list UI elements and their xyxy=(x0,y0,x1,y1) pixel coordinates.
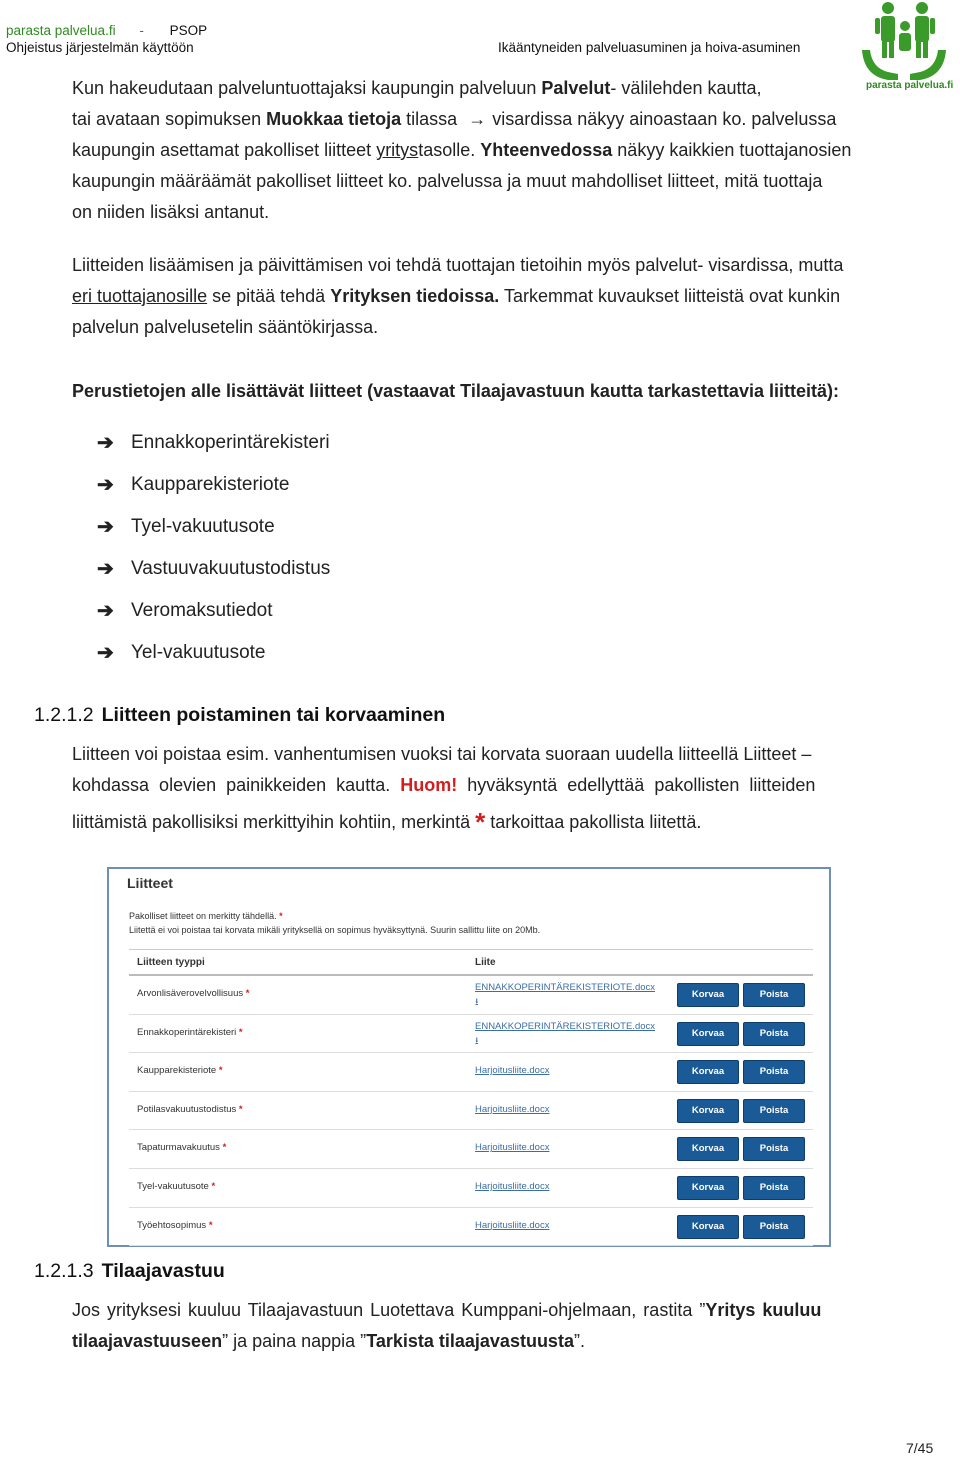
delete-button[interactable]: Poista xyxy=(743,983,805,1007)
attachment-file-link[interactable]: ENNAKKOPERINTÄREKISTERIOTE.docx xyxy=(475,1020,656,1032)
update-line-2: eri tuottajanosille se pitää tehdä Yrityksen tiedoissa. Tarkemmat kuvaukset liitteistä ovat kunkin xyxy=(72,286,841,306)
attachment-type: Työehtosopimus * xyxy=(137,1219,213,1231)
arrow-right-icon: ➔ xyxy=(97,642,114,664)
header-separator: - xyxy=(139,23,144,38)
header-section: Ikääntyneiden palveluasuminen ja hoiva-asuminen xyxy=(498,40,801,55)
delete-button[interactable]: Poista xyxy=(743,1099,805,1123)
replace-button[interactable]: Korvaa xyxy=(677,1137,739,1161)
table-row xyxy=(129,976,813,1015)
arrow-right-icon: ➔ xyxy=(97,432,114,454)
subscriber-line-2: tilaajavastuuseen” ja paina nappia ”Tarkista tilaajavastuusta”. xyxy=(72,1331,585,1351)
delete-button[interactable]: Poista xyxy=(743,1215,805,1239)
arrow-right-icon: ➔ xyxy=(97,558,114,580)
remove-line-1: Liitteen voi poistaa esim. vanhentumisen vuoksi tai korvata suoraan uudella liitteellä Liitteet – xyxy=(72,744,812,764)
header-subtitle: Ohjeistus järjestelmän käyttöön xyxy=(6,40,194,55)
attachment-file-link[interactable]: Harjoitusliite.docx xyxy=(475,1103,550,1115)
attachment-type: Kaupparekisteriote * xyxy=(137,1065,223,1077)
attachment-file-link[interactable]: Harjoitusliite.docx xyxy=(475,1219,550,1231)
download-icon[interactable]: ⭳ xyxy=(475,1035,479,1047)
attachments-list-heading: Perustietojen alle lisättävät liitteet (vastaavat Tilaajavastuun kautta tarkastettavia liitteitä): xyxy=(72,381,839,401)
attachment-type: Tapaturmavakuutus * xyxy=(137,1142,227,1154)
table-row xyxy=(129,1130,813,1169)
section-heading-subscriber: 1.2.1.3 Tilaajavastuu xyxy=(34,1260,225,1282)
arrow-right-icon: ➔ xyxy=(97,600,114,622)
intro-line-1: Kun hakeudutaan palveluntuottajaksi kaupungin palveluun Palvelut- välilehden kautta, xyxy=(72,78,762,98)
size-note: Liitettä ei voi poistaa tai korvata mikäli yrityksellä on sopimus hyväksyttynä. Suurin sallittu liite on 20Mb. xyxy=(129,925,541,935)
replace-button[interactable]: Korvaa xyxy=(677,1176,739,1200)
section-heading-remove: 1.2.1.2 Liitteen poistaminen tai korvaaminen xyxy=(34,704,446,726)
update-line-1: Liitteiden lisäämisen ja päivittämisen voi tehdä tuottajan tietoihin myös palvelut- visardissa, mutta xyxy=(72,255,844,275)
subscriber-line-1: Jos yrityksesi kuuluu Tilaajavastuun Luotettava Kumppani-ohjelmaan, rastita ”Yritys kuuluu xyxy=(72,1300,822,1320)
arrow-right-icon: ➔ xyxy=(97,516,114,538)
logo-text: parasta palvelua.fi xyxy=(866,80,954,91)
attachment-file-link[interactable]: Harjoitusliite.docx xyxy=(475,1065,550,1077)
attachments-screenshot xyxy=(107,867,831,1247)
update-line-3: palvelun palvelusetelin sääntökirjassa. xyxy=(72,317,379,337)
column-header-type: Liitteen tyyppi xyxy=(137,957,205,968)
intro-line-2: tai avataan sopimuksen Muokkaa tietoja tilassa → visardissa näkyy ainoastaan ko. palvelussa xyxy=(72,109,837,129)
update-paragraph xyxy=(72,250,943,343)
list-item: ➔ Tyel-vakuutusote xyxy=(97,515,275,538)
table-header xyxy=(129,950,813,976)
download-icon[interactable]: ⭳ xyxy=(475,997,479,1008)
delete-button[interactable]: Poista xyxy=(743,1137,805,1161)
attachment-file-link[interactable]: Harjoitusliite.docx xyxy=(475,1180,550,1192)
list-item: ➔ Yel-vakuutusote xyxy=(97,641,266,664)
product-name: PSOP xyxy=(169,23,208,38)
intro-paragraph xyxy=(72,73,943,228)
remove-paragraph xyxy=(72,739,943,838)
page-number: 7/45 xyxy=(906,1440,934,1456)
intro-line-3: kaupungin asettamat pakolliset liitteet yritystasolle. Yhteenvedossa näkyy kaikkien tuottajanosien xyxy=(72,140,852,160)
list-item: ➔ Veromaksutiedot xyxy=(97,599,273,622)
attachment-file-link[interactable]: Harjoitusliite.docx xyxy=(475,1142,550,1154)
attachment-type: Tyel-vakuutusote * xyxy=(137,1180,216,1192)
table-row xyxy=(129,1169,813,1208)
attachments-table xyxy=(129,949,813,1246)
delete-button[interactable]: Poista xyxy=(743,1176,805,1200)
remove-line-2: kohdassa olevien painikkeiden kautta. Huom! hyväksyntä edellyttää pakollisten liitteiden xyxy=(72,775,816,795)
required-asterisk: * xyxy=(475,807,486,837)
replace-button[interactable]: Korvaa xyxy=(677,1215,739,1239)
delete-button[interactable]: Poista xyxy=(743,1022,805,1046)
attachment-type: Arvonlisäverovelvollisuus * xyxy=(137,988,250,999)
replace-button[interactable]: Korvaa xyxy=(677,1022,739,1046)
table-row xyxy=(129,1208,813,1247)
subscriber-paragraph xyxy=(72,1295,943,1357)
attachment-file-link[interactable]: ENNAKKOPERINTÄREKISTERIOTE.docx xyxy=(475,982,656,993)
column-header-file: Liite xyxy=(475,957,496,968)
required-note: Pakolliset liitteet on merkitty tähdellä. * xyxy=(129,911,283,921)
header-left xyxy=(6,22,207,39)
list-item: ➔ Ennakkoperintärekisteri xyxy=(97,431,330,454)
delete-button[interactable]: Poista xyxy=(743,1060,805,1084)
replace-button[interactable]: Korvaa xyxy=(677,983,739,1007)
remove-line-3: liittämistä pakollisiksi merkittyihin kohtiin, merkintä * tarkoittaa pakollista liitettä. xyxy=(72,807,702,837)
arrow-icon: → xyxy=(468,109,487,129)
attachment-type: Potilasvakuutustodistus * xyxy=(137,1103,243,1115)
attachments-title: Liitteet xyxy=(127,875,173,891)
intro-line-4: kaupungin määräämät pakolliset liitteet ko. palvelussa ja muut mahdolliset liitteet, mitä tuottaja xyxy=(72,171,823,191)
list-item: ➔ Kaupparekisteriote xyxy=(97,473,290,496)
replace-button[interactable]: Korvaa xyxy=(677,1099,739,1123)
table-row xyxy=(129,1092,813,1131)
list-item: ➔ Vastuuvakuutustodistus xyxy=(97,557,331,580)
table-row xyxy=(129,1053,813,1092)
replace-button[interactable]: Korvaa xyxy=(677,1060,739,1084)
table-row xyxy=(129,1015,813,1054)
attachment-type: Ennakkoperintärekisteri * xyxy=(137,1026,243,1038)
intro-line-5: on niiden lisäksi antanut. xyxy=(72,202,270,222)
site-name: parasta palvelua.fi xyxy=(6,23,116,38)
arrow-right-icon: ➔ xyxy=(97,474,114,496)
